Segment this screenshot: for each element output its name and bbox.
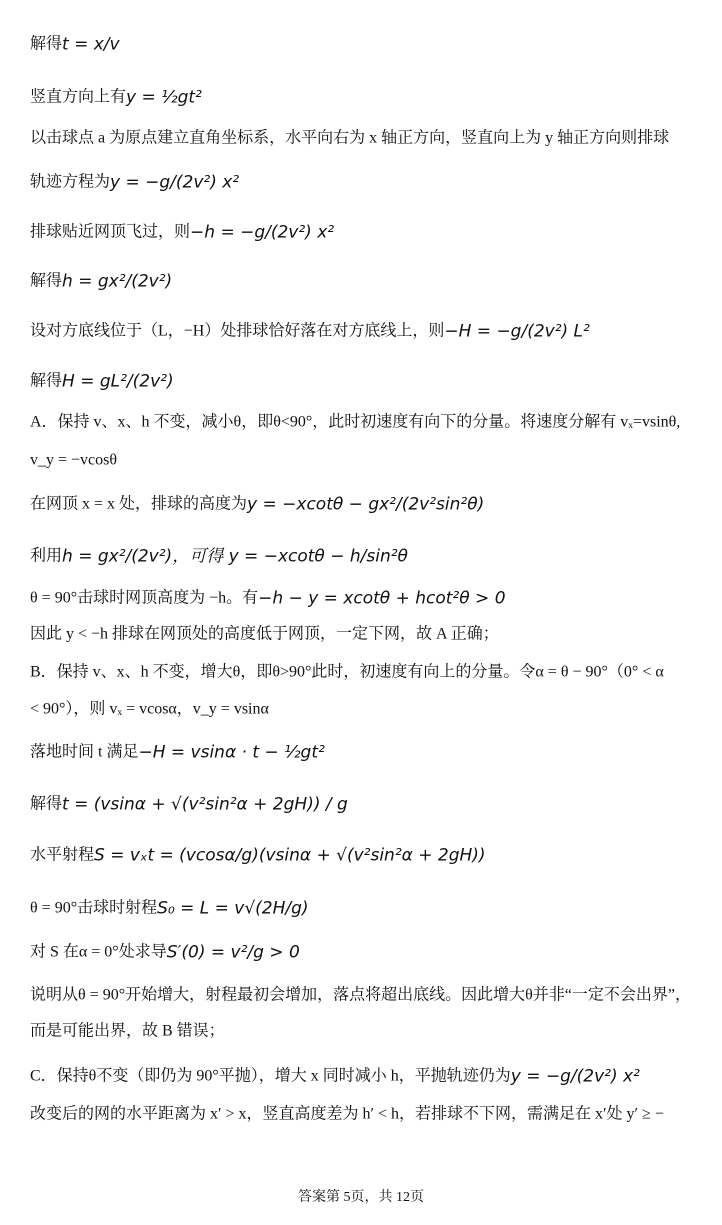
text-line <box>30 544 408 568</box>
text-line <box>30 1102 664 1126</box>
formula: t = (vsinα + √(v²sin²α + 2gH)) / g <box>62 794 348 815</box>
text-line <box>30 369 174 393</box>
text-line <box>30 622 499 646</box>
text-line <box>30 697 269 721</box>
text-line <box>30 660 664 684</box>
formula: y = −g/(2v²) x² <box>110 172 240 193</box>
formula: S′(0) = v²/g > 0 <box>166 942 300 963</box>
text-line <box>30 410 680 434</box>
formula: −h = −g/(2v²) x² <box>190 222 335 243</box>
formula: t = x/v <box>62 34 120 55</box>
text-line <box>30 940 300 964</box>
line-text: 说明从θ = 90°开始增大，射程最初会增加，落点将超出底线。因此增大θ并非“一定不会出界”， <box>30 986 691 1004</box>
line-text: 以击球点 a 为原点建立直角坐标系，水平向右为 x 轴正方向，竖直向上为 y 轴正方向则排球 <box>30 129 670 147</box>
line-text: A．保持 v、x、h 不变，减小θ，即θ<90°，此时初速度有向下的分量。将速度分解有 vₓ=vsinθ, <box>30 413 681 431</box>
text-line <box>30 896 309 920</box>
text-line <box>30 1064 640 1088</box>
line-text: 水平射程 <box>30 846 95 864</box>
line-text: 解得 <box>30 795 63 813</box>
line-text: θ = 90°击球时射程 <box>30 899 158 917</box>
line-text: 轨迹方程为 <box>30 173 111 191</box>
line-text: θ = 90°击球时网顶高度为 −h。有 <box>30 589 259 607</box>
line-text: 解得 <box>30 35 63 53</box>
formula: S₀ = L = v√(2H/g) <box>157 898 309 919</box>
formula: h = gx²/(2v²)，可得 y = −xcotθ − h/sin²θ <box>62 546 408 567</box>
text-line <box>30 492 484 516</box>
line-text: 在网顶 x = x 处，排球的高度为 <box>30 495 248 513</box>
line-text: 解得 <box>30 272 63 290</box>
line-text: 设对方底线位于（L，−H）处排球恰好落在对方底线上，则 <box>30 322 445 340</box>
line-text: 竖直方向上有 <box>30 88 127 106</box>
formula: y = ½gt² <box>126 87 202 108</box>
line-text: < 90°），则 vₓ = vcosα，v_y = vsinα <box>30 700 269 718</box>
text-line <box>30 32 120 56</box>
formula: −h − y = xcotθ + hcot²θ > 0 <box>258 588 506 609</box>
text-line <box>30 269 172 293</box>
text-line <box>30 1019 225 1043</box>
text-line <box>30 586 506 610</box>
line-text: B．保持 v、x、h 不变，增大θ，即θ>90°此时，初速度有向上的分量。令α = θ − 90°（0° < α <box>30 663 664 681</box>
text-line <box>30 792 348 816</box>
page-footer: 答案第 5页，共 12页 <box>298 1190 424 1205</box>
formula: −H = −g/(2v²) L² <box>444 321 590 342</box>
line-text: 利用 <box>30 547 63 565</box>
text-line <box>30 740 325 764</box>
text-line <box>30 448 117 472</box>
line-text: 因此 y < −h 排球在网顶处的高度低于网顶，一定下网，故 A 正确； <box>30 625 499 643</box>
text-line <box>30 85 202 109</box>
line-text: 落地时间 t 满足 <box>30 743 139 761</box>
formula: S = vₓt = (vcosα/g)(vsinα + √(v²sin²α + 2gH)) <box>94 845 486 866</box>
line-text: C．保持θ不变（即仍为 90°平抛），增大 x 同时减小 h，平抛轨迹仍为 <box>30 1067 511 1085</box>
text-line <box>30 126 669 150</box>
text-line <box>30 170 239 194</box>
formula: −H = vsinα · t − ½gt² <box>138 742 325 763</box>
text-line <box>30 319 590 343</box>
line-text: 对 S 在α = 0°处求导 <box>30 943 167 961</box>
text-line <box>30 220 334 244</box>
formula: y = −g/(2v²) x² <box>510 1066 640 1087</box>
line-text: 解得 <box>30 372 63 390</box>
line-text: v_y = −vcosθ <box>30 451 118 469</box>
line-text: 改变后的网的水平距离为 x′ > x，竖直高度差为 h′ < h，若排球不下网，需满足在 x′处 y′ ≥ − <box>30 1105 664 1123</box>
formula: h = gx²/(2v²) <box>62 271 173 292</box>
line-text: 而是可能出界，故 B 错误； <box>30 1022 225 1040</box>
formula: H = gL²/(2v²) <box>62 371 174 392</box>
text-line <box>30 843 486 867</box>
text-line <box>30 983 691 1007</box>
line-text: 排球贴近网顶飞过，则 <box>30 223 191 241</box>
formula: y = −xcotθ − gx²/(2v²sin²θ) <box>247 494 485 515</box>
